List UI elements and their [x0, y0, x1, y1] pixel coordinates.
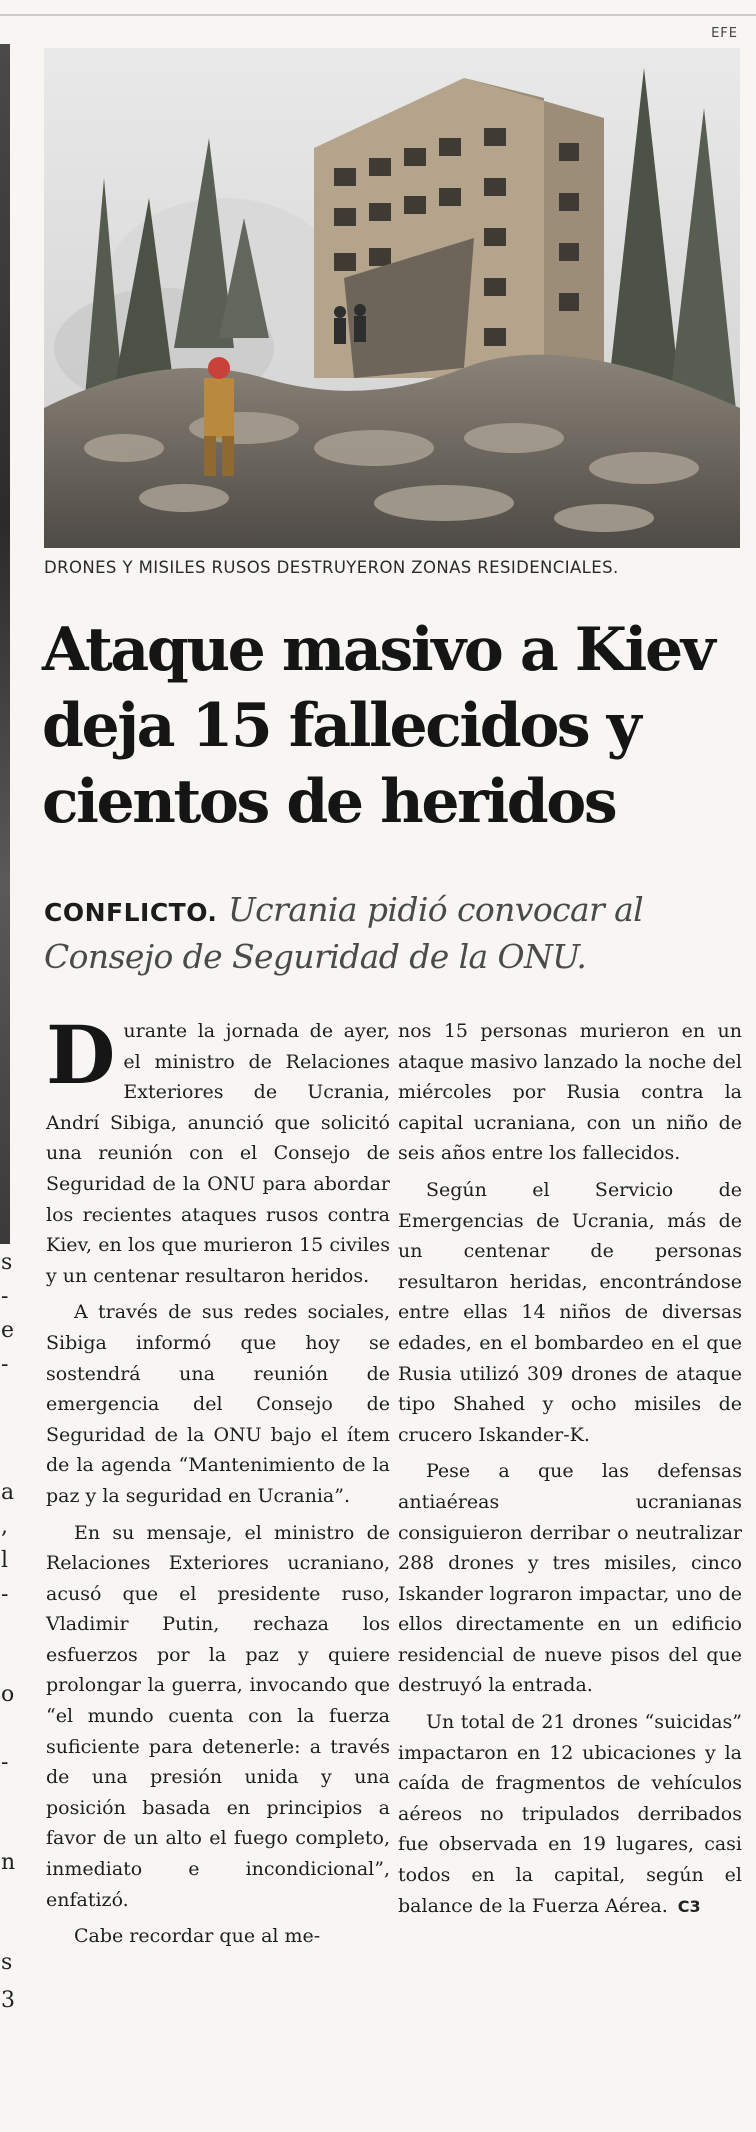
- fragment: s: [1, 1250, 13, 1275]
- fragment: n: [1, 1850, 16, 1875]
- adjacent-column-fragments: [0, 1250, 16, 2110]
- fragment: -: [1, 1582, 9, 1607]
- body-paragraph: A través de sus redes sociales, Sibiga informó que hoy se sostendrá una reunión de emergencia del Consejo de Seguridad de la ONU bajo el ítem de la agenda “Mantenimiento de la paz y la seguridad en Ucrania”.: [46, 1301, 390, 1507]
- body-paragraph: Pese a que las defensas antiaéreas ucranianas consiguieron derribar o neutralizar 288 drones y tres misiles, cinco Iskander lograron impactar, uno de ellos directamente en un edificio residencial de nueve pisos del que destruyó la entrada.: [398, 1460, 742, 1697]
- photo-credit: EFE: [711, 26, 738, 41]
- fragment: a: [1, 1480, 15, 1505]
- destroyed-building-illustration: [44, 48, 740, 548]
- fragment: -: [1, 1284, 9, 1309]
- fragment: 3: [1, 1988, 15, 2013]
- deck-text: Ucrania pidió convocar al Consejo de Seguridad de la ONU.: [44, 890, 644, 976]
- section-kicker: CONFLICTO.: [44, 898, 218, 927]
- fragment: s: [1, 1950, 13, 1975]
- fragment: -: [1, 1750, 9, 1775]
- subheadline: [44, 888, 744, 979]
- headline-line: deja 15 fallecidos y: [42, 691, 640, 761]
- body-paragraph: nos 15 personas murieron en un ataque masivo lanzado la noche del miércoles por Rusia contra la capital ucraniana, con un niño de seis años entre los fallecidos.: [398, 1020, 742, 1165]
- fragment: -: [1, 1352, 9, 1377]
- news-photo: [44, 48, 740, 548]
- body-paragraph: Un total de 21 drones “suicidas” impactaron en 12 ubicaciones y la caída de fragmentos de vehículos aéreos no tripulados derribados fue observada en 19 lugares, casi todos en la capital, según el balance de la Fuerza Aérea. C3: [398, 1711, 742, 1917]
- fragment: o: [1, 1682, 15, 1707]
- headline-line: cientos de heridos: [42, 767, 616, 837]
- photo-caption: DRONES Y MISILES RUSOS DESTRUYERON ZONAS RESIDENCIALES.: [44, 558, 619, 577]
- fragment: ,: [1, 1514, 8, 1539]
- headline: [42, 612, 742, 840]
- drop-cap: D: [46, 1008, 116, 1102]
- headline-line: Ataque masivo a Kiev: [42, 615, 714, 685]
- fragment: e: [1, 1318, 15, 1343]
- top-rule: [0, 14, 756, 16]
- body-paragraph: Según el Servicio de Emergencias de Ucrania, más de un centenar de personas resultaron heridas, encontrándose entre ellas 14 niños de diversas edades, en el bombardeo en el que Rusia utilizó 309 drones de ataque tipo Shahed y ocho misiles de crucero Iskander-K.: [398, 1178, 742, 1446]
- body-paragraph: Durante la jornada de ayer, el ministro de Relaciones Exteriores de Ucrania, Andrí Sibiga, anunció que solicitó una reunión con el Consejo de Seguridad de la ONU para abordar los recientes ataques rusos contra Kiev, en los que murieron 15 civiles y un centenar resultaron heridos.: [46, 1008, 390, 1287]
- fragment: l: [1, 1548, 9, 1573]
- body-column-left: [46, 1008, 390, 1958]
- body-paragraph: Cabe recordar que al me-: [74, 1925, 321, 1948]
- body-column-right: [398, 1016, 742, 1928]
- end-of-article-mark: C3: [677, 1896, 701, 1916]
- body-paragraph: En su mensaje, el ministro de Relaciones Exteriores ucraniano, acusó que el presidente ruso, Vladimir Putin, rechaza los esfuerzos por la paz y quiere prolongar la guerra, invocando que “el mundo cuenta con la fuerza suficiente para detenerle: a través de una presión unida y una posición basada en principios a favor de un alto el fuego completo, inmediato e incondicional”, enfatizó.: [46, 1521, 390, 1911]
- adjacent-photo-edge: [0, 44, 10, 1244]
